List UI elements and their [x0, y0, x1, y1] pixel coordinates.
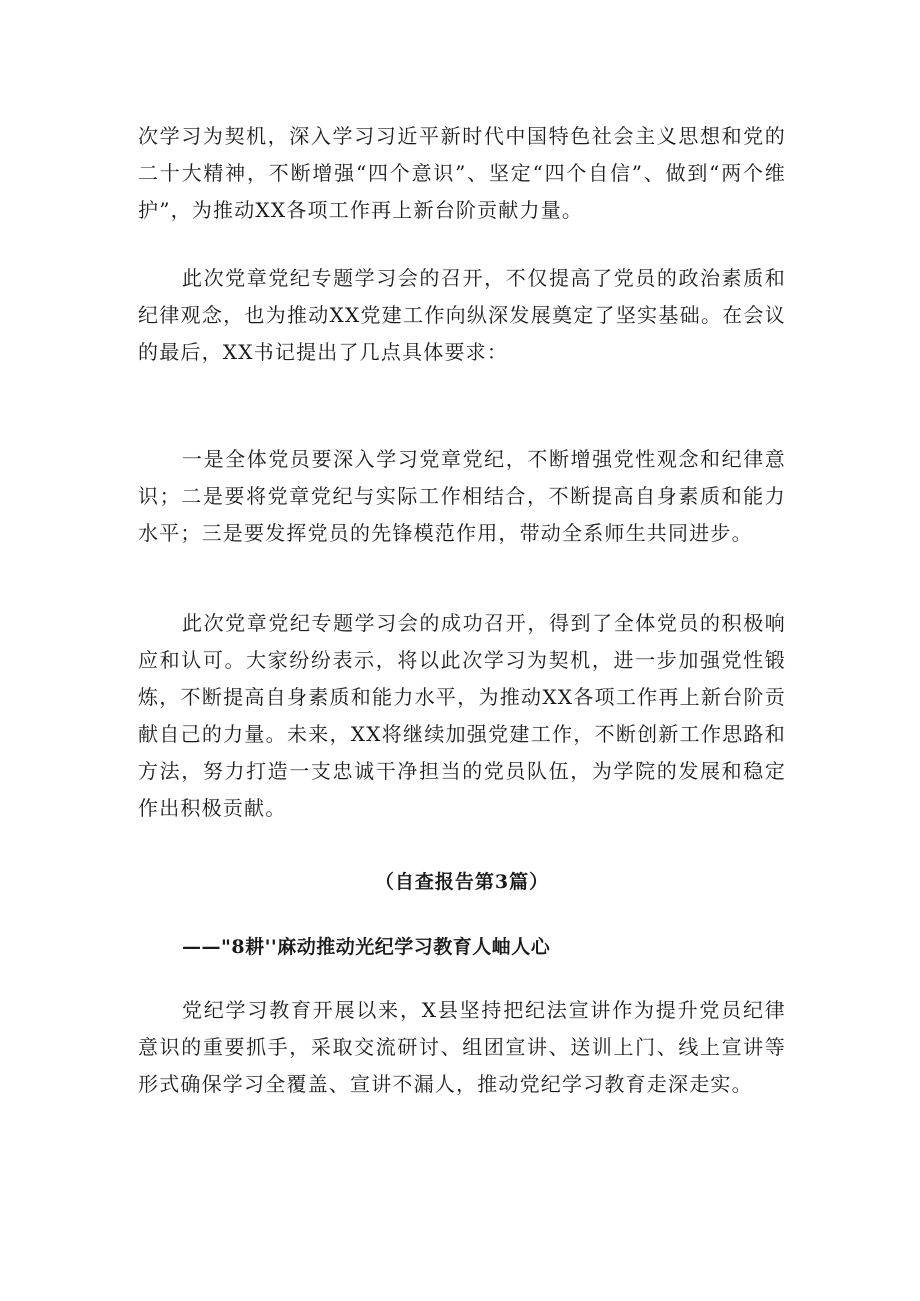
- paragraph-4: 此次党章党纪专题学习会的成功召开，得到了全体党员的积极响应和认可。大家纷纷表示，将以此次学习为契机，进一步加强党性锻炼，不断提高自身素质和能力水平，为推动XX各项工作再上新台阶贡献自己的力量。未来，XX将继续加强党建工作，不断创新工作思路和方法，努力打造一支忠诚干净担当的党员队伍，为学院的发展和稳定作出积极贡献。: [138, 611, 786, 820]
- section-heading: （自查报告第3篇）: [374, 871, 550, 893]
- paragraph-5: 党纪学习教育开展以来，X县坚持把纪法宣讲作为提升党员纪律意识的重要抓手，采取交流研讨、组团宣讲、送训上门、线上宣讲等形式确保学习全覆盖、宣讲不漏人，推动党纪学习教育走深走实。: [138, 998, 786, 1096]
- paragraph-3: 一是全体党员要深入学习党章党纪，不断增强党性观念和纪律意识；二是要将党章党纪与实际工作相结合，不断提高自身素质和能力水平；三是要发挥党员的先锋模范作用，带动全系师生共同进步。: [138, 447, 786, 545]
- paragraph-2: 此次党章党纪专题学习会的召开，不仅提高了党员的政治素质和纪律观念，也为推动XX党建工作向纵深发展奠定了坚实基础。在会议的最后，XX书记提出了几点具体要求：: [138, 266, 786, 364]
- paragraph-1: 次学习为契机，深入学习习近平新时代中国特色社会主义思想和党的二十大精神，不断增强“四个意识”、坚定“四个自信”、做到“两个维护”，为推动XX各项工作再上新台阶贡献力量。: [138, 124, 786, 222]
- section-subheading: ——"8耕''麻动推动光纪学习教育人岫人心: [182, 936, 551, 958]
